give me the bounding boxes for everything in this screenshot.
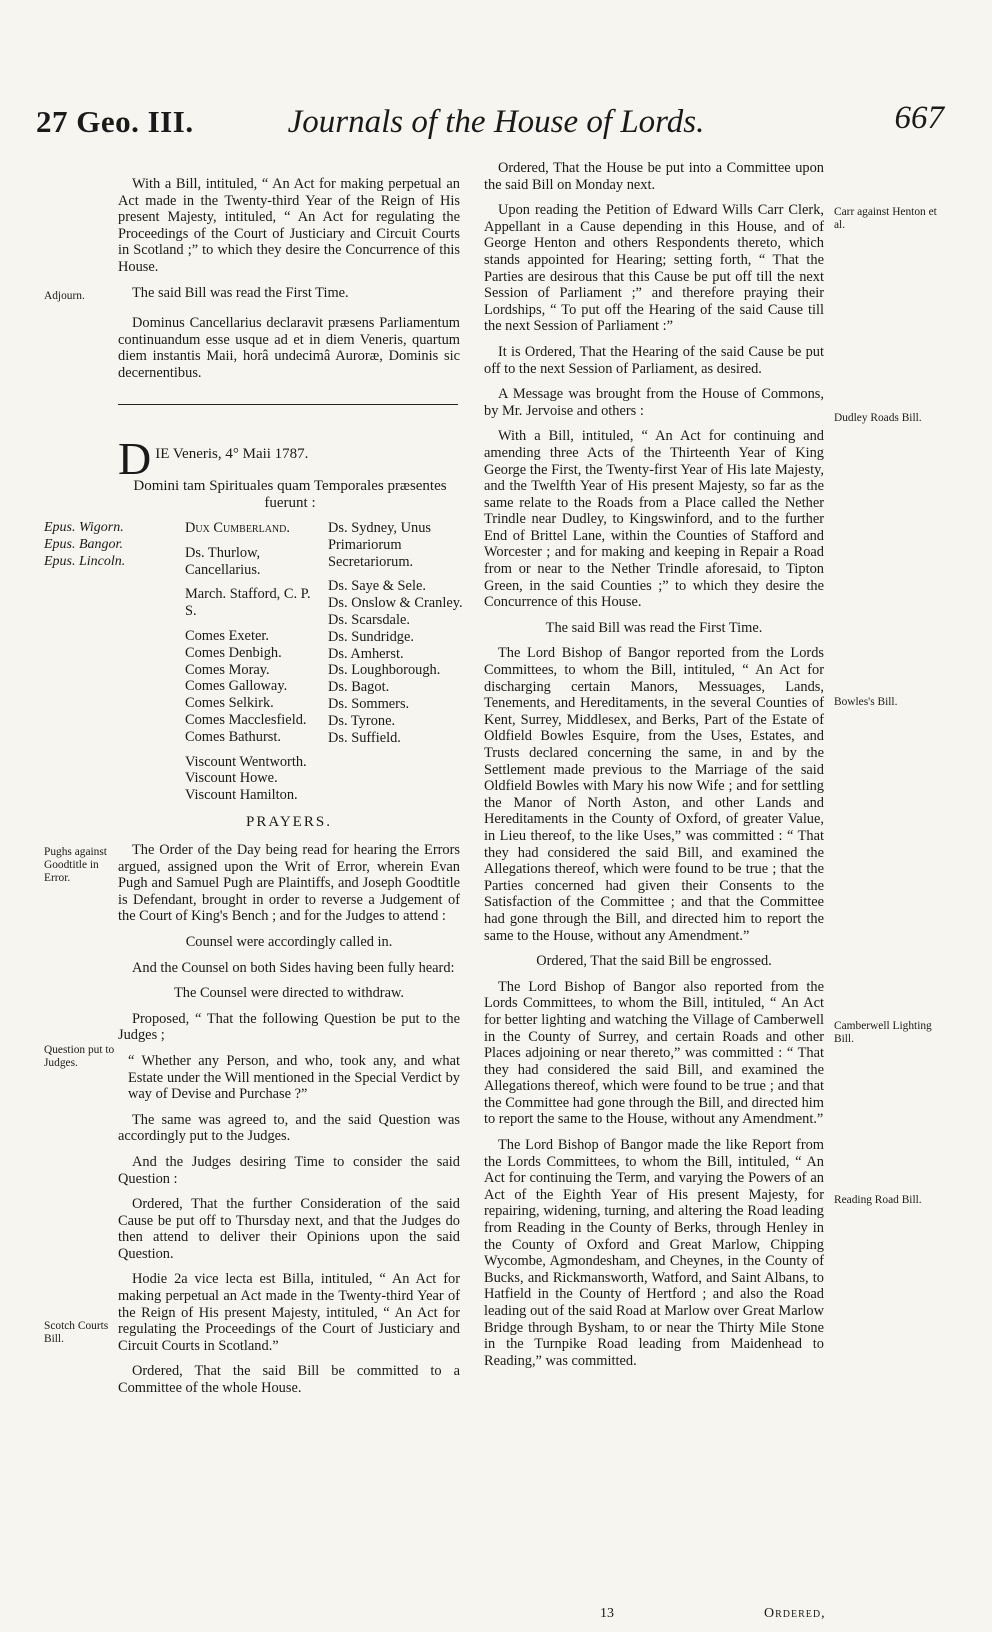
bishop-entry: Epus. Lincoln. [44,553,126,569]
page-number: 667 [894,100,944,136]
paragraph: And the Judges desiring Time to consider the said Question : [118,1153,460,1187]
paragraph: With a Bill, intituled, “ An Act for continuing and amending three Acts of the Thirteenth Year of King George the First, the Twenty-first Year of His late Majesty, and the Twelfth Year of His present Majesty, so far as the same relate to the Roads from a Place called the Nether Trindle near Dudley, to Kingswinford, and to the further End of Brittel Lane, within the Counties of Stafford and Worcester ; and for making and keeping in Repair a Road from or near to the Nether Trindle aforesaid, to Tipton Green, in the said Counties ;” to which they desire the Concurrence of this House. [484,428,824,611]
lord-entry: Ds. Loughborough. [328,662,441,679]
sitting-date: IE Veneris, 4° Maii 1787. [155,446,309,462]
lord-entry: Ds. Tyrone. [328,712,396,729]
paragraph: The said Bill was read the First Time. [545,619,763,636]
lord-entry: Comes Selkirk. [185,695,274,712]
journal-title: Journals of the House of Lords. [287,104,705,140]
paragraph: The Order of the Day being read for hearing the Errors argued, assigned upon the Writ of Error, wherein Evan Pugh and Samuel Pugh are Plaintiffs, and Joseph Goodtitle is Defendant, brought in order to reverse a Judgement of the Court of King's Bench ; and for the Judges to attend : [118,842,460,925]
paragraph: The same was agreed to, and the said Question was accordingly put to the Judges. [118,1111,460,1145]
right-column [484,160,824,1378]
margin-note-pughs: Pughs against Goodtitle in Error. [44,846,107,884]
paragraph: Hodie 2a vice lecta est Billa, intituled, “ An Act for making perpetual an Act made in the Twenty-third Year of the Reign of His present Majesty, intituled, “ An Act for regulating the Proceedings of the Court of Justiciary and Circuit Courts in Scotland.” [118,1271,460,1354]
lord-entry: Comes Bathurst. [185,728,281,745]
paragraph: With a Bill, intituled, “ An Act for making perpetual an Act made in the Twenty-third Year of the Reign of His present Majesty, intituled, “ An Act for regulating the Proceedings of the Court of Justiciary and Circuit Courts in Scotland ;” to which they desire the Concurrence of this House. [118,176,460,275]
margin-note-question: Question put to Judges. [44,1044,115,1069]
paragraph: Ordered, That the said Bill be engrossed. [536,953,772,970]
lord-entry: March. Stafford, C. P. S. [185,586,311,620]
lord-entry: Comes Denbigh. [185,644,282,661]
lord-entry: Ds. Amherst. [328,645,404,662]
paragraph: The Counsel were directed to withdraw. [173,985,405,1002]
margin-note-scotch: Scotch Courts Bill. [44,1320,109,1345]
lord-entry: Ds. Sommers. [328,695,410,712]
lord-entry: Viscount Hamilton. [185,787,298,804]
lord-entry: Viscount Wentworth. [185,753,307,770]
paragraph: Dominus Cancellarius declaravit præsens Parliamentum continuandum esse usque ad et in diem Veneris, quartum diem instantis Maii, horâ undecimâ Auroræ, Dominis sic decernentibus. [118,315,460,381]
margin-note-reading: Reading Road Bill. [834,1194,922,1206]
paragraph: The Lord Bishop of Bangor reported from the Lords Committees, to whom the Bill, intituled, “ An Act for discharging certain Manors, Messuages, Lands, Tenements, and Hereditaments, in the several Counties of Kent, Surrey, Middlesex, and Berks, Part of the Estate of Oldfield Bowles Esquire, from the Uses, Estates, and Trusts declared concerning the same, in and by the Settlement made previous to the Marriage of the said Oldfield Bowles with Mary his now Wife ; and for settling the Manor of North Aston, and other Lands and Hereditaments in the County of Oxford, of greater Value, in Lieu thereof, to the like Uses,” was committed : “ That they had considered the said Bill, and examined the Allegations thereof, which were found to be true ; that the Parties concerned had given their Consents to the Satisfaction of the Committee ; and that the Committee had gone through the Bill, and directed him to report the same to the House, without any Amendment.” [484,645,824,944]
prayers-heading: PRAYERS. [246,814,332,830]
left-column-bottom [118,842,460,1406]
lord-entry: Comes Macclesfield. [185,711,307,728]
paragraph: The Lord Bishop of Bangor also reported from the Lords Committees, to whom the Bill, intituled, “ An Act for better lighting and watching the Village of Camberwell in the County of Surrey, and certain Roads and other Places adjoining or near thereto,” was committed : “ That they had considered the said Bill, and examined the Allegations thereof, which were found to be true ; and that the Committee had gone through the Bill, and directed him to report the same to the House, without any Amendment.” [484,978,824,1128]
sitting-date-heading [118,433,462,512]
paragraph: “ Whether any Person, and who, took any, and what Estate under the Will mentioned in the Special Verdict by way of Devise and Purchase ?” [128,1052,460,1103]
paragraph: Ordered, That the said Bill be committed to a Committee of the whole House. [118,1363,460,1397]
paragraph: The said Bill was read the First Time. [132,284,349,301]
paragraph: Ordered, That the further Consideration of the said Cause be put off to Thursday next, and that the Judges do then attend to deliver their Opinions upon the said Question. [118,1196,460,1262]
page-header [36,100,956,154]
lord-entry: Ds. Saye & Sele. [328,578,426,595]
catchword: Ordered, [764,1606,826,1621]
bishops-list [44,520,125,570]
signature-mark: 13 [600,1606,614,1621]
paragraph: The Lord Bishop of Bangor made the like Report from the Lords Committees, to whom the Bill, intituled, “ An Act for continuing the Term, and varying the Powers of an Act of the Eighth Year of His present Majesty, for repairing, widening, turning, and altering the Road leading from Reading in the County of Berks, through Henley in the County of Oxford and Great Marlow, Chipping Wycombe, Agmondesham, and Cheynes, in the County of Bucks, and Rickmansworth, Watford, and Saint Albans, to Hatfield in the County of Hertford ; and also the Road leading out of the said Road at Marlow over Great Marlow Bridge through Bysham, to or near the Thirty Mile Stone in the Turnpike Road leading from Maidenhead to Reading,” was committed. [484,1137,824,1369]
margin-note-carr: Carr against Henton et al. [834,206,937,231]
paragraph: A Message was brought from the House of Commons, by Mr. Jervoise and others : [484,386,824,419]
lord-entry: Ds. Suffield. [328,729,401,746]
lord-entry: Ds. Scarsdale. [328,611,410,628]
lord-entry: Dux Cumberland. [185,520,290,536]
bishop-entry: Epus. Bangor. [44,536,123,552]
margin-note-adjourn: Adjourn. [44,290,85,302]
paragraph: Upon reading the Petition of Edward Wills Carr Clerk, Appellant in a Cause depending in this House, and of George Henton and others Respondents thereto, which stands appointed for Hearing; setting forth, “ That the Parties are desirous that this Cause be put off till the next Session of Parliament ;” and therefore praying their Lordships, “ To put off the Hearing of the said Cause till the next Session of Parliament :” [484,202,824,335]
lord-entry: Ds. Thurlow, Cancellarius. [185,544,261,578]
left-column-top [118,176,460,391]
lord-entry: Viscount Howe. [185,770,278,787]
lord-entry: Comes Galloway. [185,678,288,695]
drop-cap: D [118,433,152,484]
margin-note-dudley: Dudley Roads Bill. [834,412,922,424]
lord-entry: Comes Exeter. [185,627,269,644]
lord-entry: Ds. Onslow & Cranley. [328,595,463,612]
regnal-year: 27 Geo. III. [36,104,194,139]
lord-entry: Comes Moray. [185,661,270,678]
margin-note-bowles: Bowles's Bill. [834,696,898,708]
attendance-heading: Domini tam Spirituales quam Temporales præsentes fuerunt : [133,478,447,511]
margin-note-camberwell: Camberwell Lighting Bill. [834,1020,932,1045]
paragraph: It is Ordered, That the Hearing of the said Cause be put off to the next Session of Parliament, as desired. [484,343,824,377]
paragraph: Proposed, “ That the following Question be put to the Judges ; [118,1010,460,1044]
paragraph: And the Counsel on both Sides having been fully heard: [132,959,455,976]
lords-list-b [328,520,463,746]
lord-entry: Ds. Bagot. [328,679,390,696]
section-divider [118,404,458,405]
lords-list-a [185,520,325,804]
paragraph: Counsel were accordingly called in. [185,933,393,950]
lord-entry: Ds. Sundridge. [328,628,414,645]
paragraph: Ordered, That the House be put into a Committee upon the said Bill on Monday next. [484,160,824,193]
bishop-entry: Epus. Wigorn. [44,520,124,535]
lord-entry: Ds. Sydney, Unus Primariorum Secretariorum. [328,520,432,570]
